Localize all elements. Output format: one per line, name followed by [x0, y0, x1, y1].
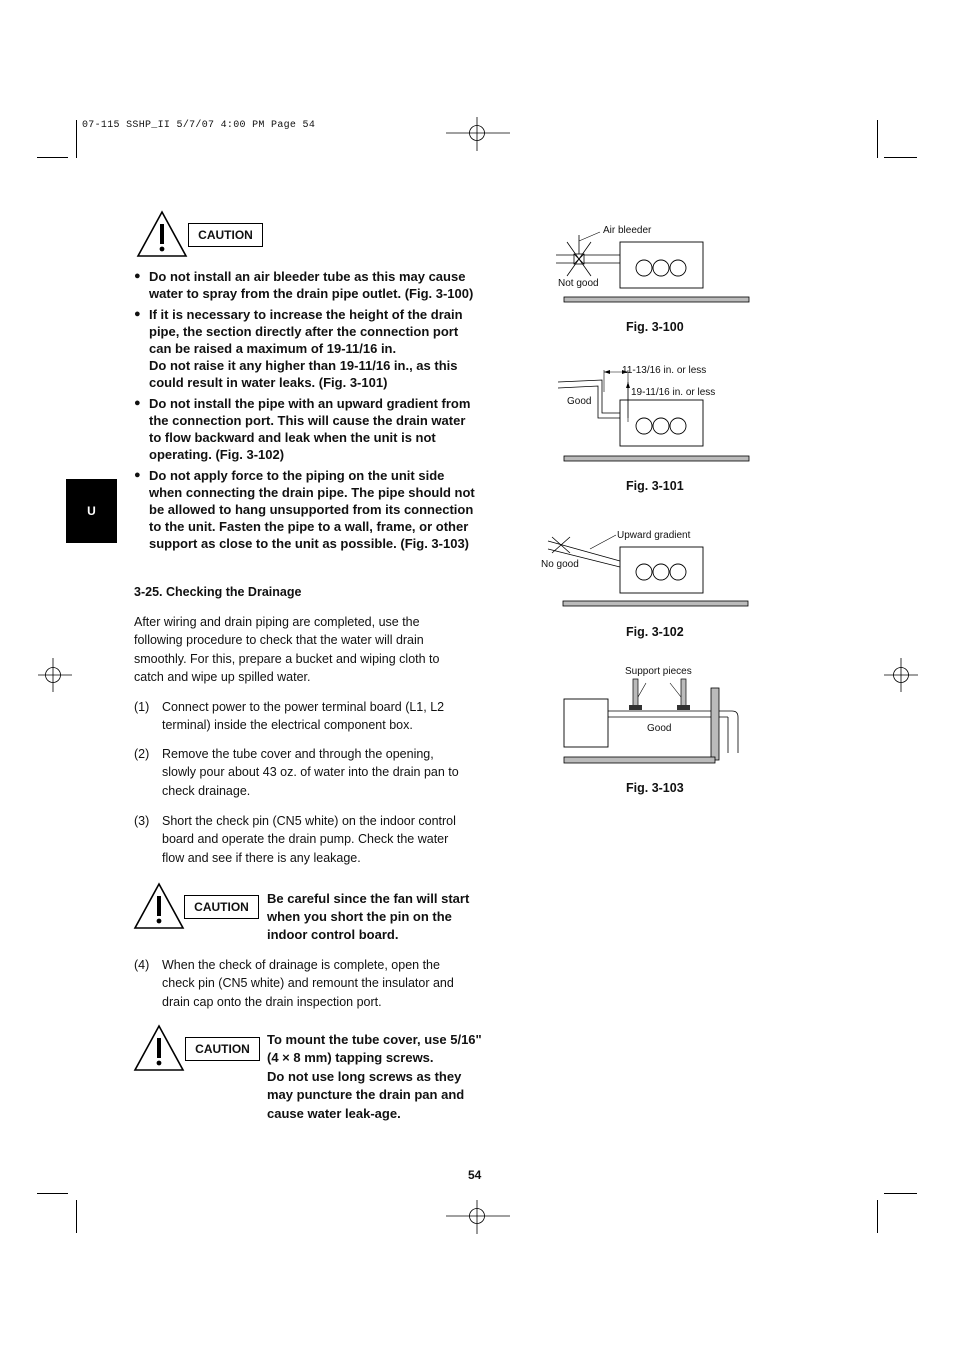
list-item: ● Do not install the pipe with an upward gradient from the connection port. This will cause the drain water to flow backward and leak when the unit is not operating. (Fig. 3-102): [134, 396, 471, 462]
label-dimension-horizontal: 11-13/16 in. or less: [622, 365, 707, 376]
registration-target-left: [38, 658, 72, 692]
label-good: Good: [567, 396, 592, 407]
step-1: (1) Connect power to the power terminal board (L1, L2 terminal) inside the electrical component box.: [134, 700, 445, 733]
figure-3-103-diagram: [560, 665, 760, 770]
step-3: (3) Short the check pin (CN5 white) on the indoor control board and operate the drain pump. Check the water flow and see if there is any leakage.: [134, 814, 456, 865]
caution-label: CAUTION: [185, 1037, 260, 1061]
label-air-bleeder: Air bleeder: [603, 225, 652, 236]
registration-target-bottom: [446, 1200, 510, 1234]
warning-triangle-icon: [133, 882, 185, 930]
caution-label: CAUTION: [188, 223, 263, 247]
page-number: 54: [468, 1168, 482, 1182]
caution-note-fan: Be careful since the fan will start when you short the pin on the indoor control board.: [267, 891, 470, 942]
warning-triangle-icon: [136, 210, 188, 258]
registration-target-right: [884, 658, 918, 692]
section-heading: 3-25. Checking the Drainage: [134, 585, 302, 599]
print-header: 07-115 SSHP_II 5/7/07 4:00 PM Page 54: [82, 120, 316, 131]
label-upward-gradient: Upward gradient: [617, 530, 691, 541]
label-support-pieces: Support pieces: [625, 666, 692, 677]
warning-triangle-icon: [133, 1024, 185, 1072]
list-item: ● Do not apply force to the piping on the unit side when connecting the drain pipe. The pipe should not be allowed to hang unsupported from its connection to the unit. Fasten the pipe to a wall, frame, or other support as close to the unit as possible. (Fig. 3-103): [134, 468, 475, 551]
label-no-good: No good: [541, 559, 579, 570]
label-not-good: Not good: [558, 278, 599, 289]
list-item: ● Do not install an air bleeder tube as this may cause water to spray from the drain pipe outlet. (Fig. 3-100): [134, 269, 474, 301]
caution-label: CAUTION: [184, 895, 259, 919]
label-good: Good: [647, 723, 672, 734]
registration-target-top: [446, 117, 510, 151]
figure-caption: Fig. 3-103: [626, 781, 684, 795]
caution-note-screws: To mount the tube cover, use 5/16" (4 × 8 mm) tapping screws. Do not use long screws as they may puncture the drain pan and cause water leak-age.: [267, 1032, 482, 1121]
step-2: (2) Remove the tube cover and through the opening, slowly pour about 43 oz. of water into the drain pan to check drainage.: [134, 747, 459, 798]
figure-caption: Fig. 3-100: [626, 320, 684, 334]
section-tab: U: [66, 479, 117, 543]
intro-paragraph: After wiring and drain piping are completed, use the following procedure to check that the water will drain smoothly. For this, prepare a bucket and wiping cloth to catch and wipe up spilled water.: [134, 615, 440, 684]
figure-caption: Fig. 3-102: [626, 625, 684, 639]
step-4: (4) When the check of drainage is complete, open the check pin (CN5 white) and remount the insulator and drain cap onto the drain inspection port.: [134, 958, 454, 1009]
figure-3-100-diagram: [540, 225, 760, 307]
list-item: ● If it is necessary to increase the height of the drain pipe, the section directly after the connection port can be raised a maximum of 19-11/16 in. Do not raise it any higher than 19-11/16 in., as this could result in water leaks. (Fig. 3-101): [134, 307, 463, 390]
caution-bullet-list: [134, 268, 490, 556]
figure-caption: Fig. 3-101: [626, 479, 684, 493]
label-dimension-vertical: 19-11/16 in. or less: [631, 387, 716, 398]
